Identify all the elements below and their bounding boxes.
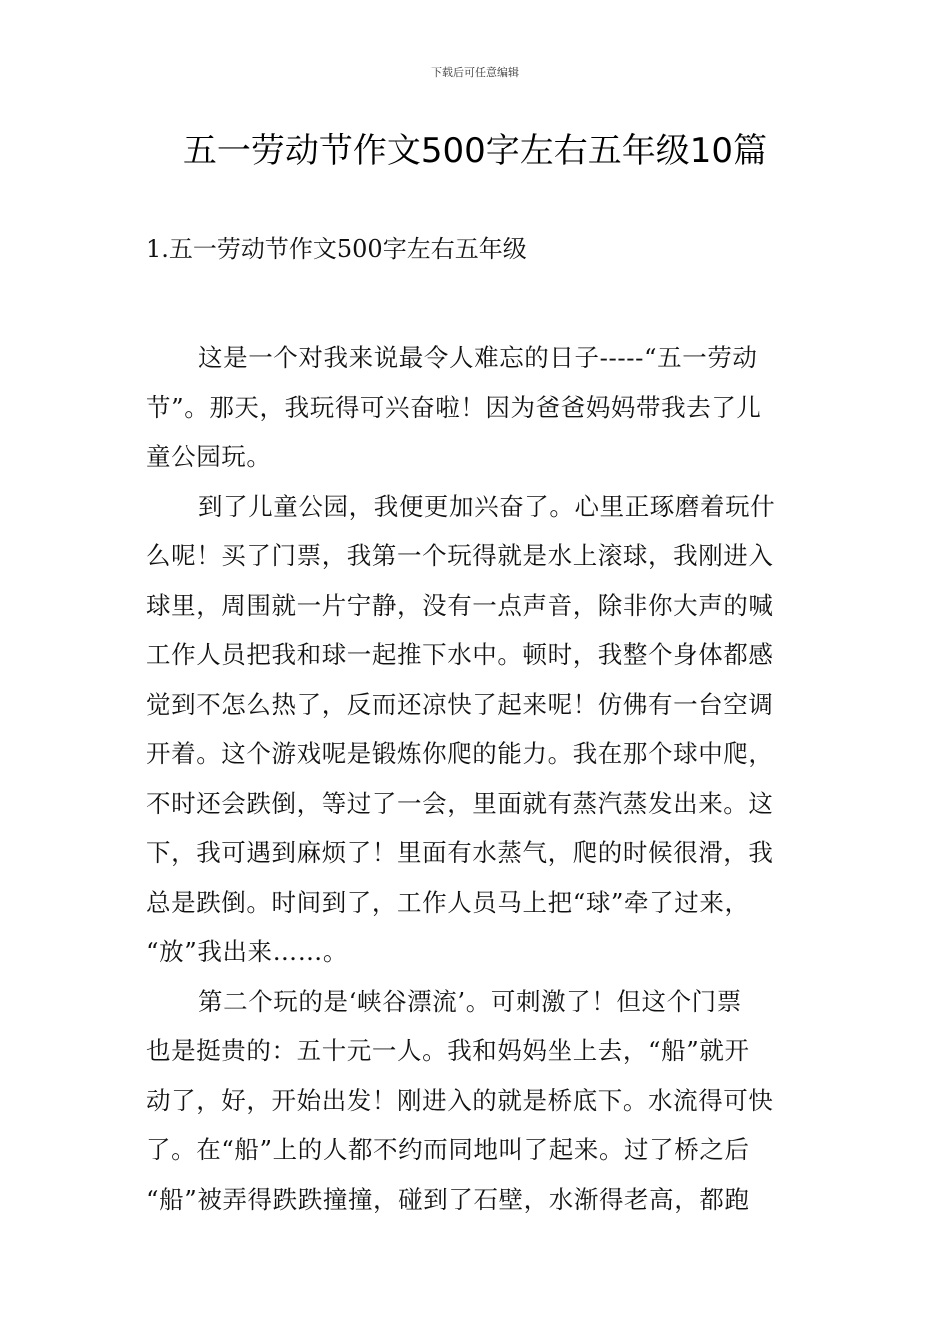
document-title: 五一劳动节作文500字左右五年级10篇 (182, 131, 768, 171)
paragraph-line: 下，我可遇到麻烦了！里面有水蒸气，爬的时候很滑，我 (146, 838, 774, 867)
paragraph-line: “放”我出来……。 (146, 937, 348, 966)
paragraph-line: 么呢！买了门票，我第一个玩得就是水上滚球，我刚进入 (146, 541, 774, 570)
paragraph-line: “船”被弄得跌跌撞撞，碰到了石壁，水渐得老高，都跑 (146, 1184, 750, 1214)
paragraph-line: 球里，周围就一片宁静，没有一点声音，除非你大声的喊 (146, 590, 774, 620)
paragraph-line: 到了儿童公园，我便更加兴奋了。心里正琢磨着玩什 (198, 491, 776, 521)
paragraph-line: 开着。这个游戏呢是锻炼你爬的能力。我在那个球中爬， (146, 739, 774, 768)
paragraph-line: 工作人员把我和球一起推下水中。顿时，我整个身体都感 (146, 640, 774, 669)
paragraph-line: 也是挺贵的：五十元一人。我和妈妈坐上去，“船”就开 (146, 1036, 750, 1065)
paragraph-3 (146, 977, 806, 1225)
paragraph-line: 觉到不怎么热了，反而还凉快了起来呢！仿佛有一台空调 (146, 689, 774, 719)
paragraph-line: 这是一个对我来说最令人难忘的日子-----“五一劳动 (198, 343, 758, 372)
paragraph-line: 动了，好，开始出发！刚进入的就是桥底下。水流得可快 (146, 1085, 774, 1115)
section-heading: 1.五一劳动节作文500字左右五年级 (146, 235, 527, 263)
paragraph-2 (146, 482, 806, 977)
paragraph-line: 第二个玩的是‘峡谷漂流’。可刺激了！但这个门票 (198, 986, 742, 1016)
paragraph-line: 节”。那天，我玩得可兴奋啦！因为爸爸妈妈带我去了儿 (146, 392, 762, 422)
paragraph-line: 童公园玩。 (146, 442, 272, 471)
header-note: 下载后可任意编辑 (431, 66, 519, 79)
paragraph-line: 不时还会跌倒，等过了一会，里面就有蒸汽蒸发出来。这 (146, 788, 774, 818)
body-text (146, 333, 806, 1224)
paragraph-line: 了。在“船”上的人都不约而同地叫了起来。过了桥之后 (146, 1135, 750, 1164)
paragraph-line: 总是跌倒。时间到了，工作人员马上把“球”牵了过来， (146, 887, 750, 917)
paragraph-1 (146, 333, 806, 482)
